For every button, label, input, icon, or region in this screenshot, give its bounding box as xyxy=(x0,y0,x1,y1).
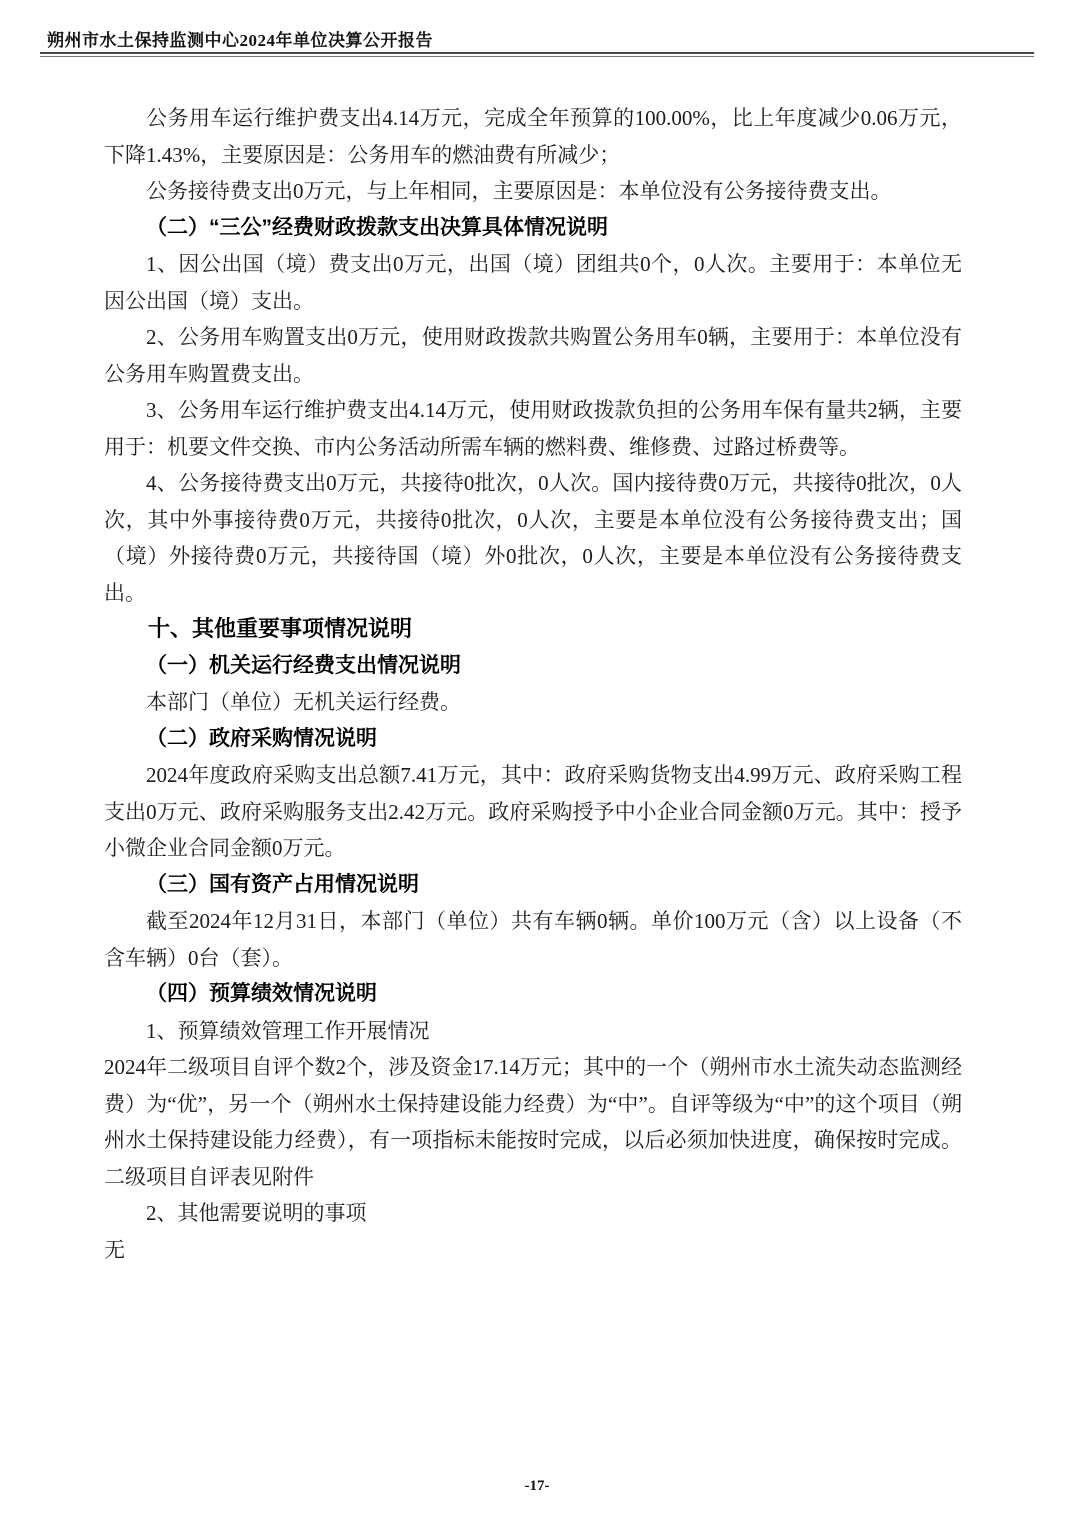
paragraph: 4、公务接待费支出0万元，共接待0批次，0人次。国内接待费0万元，共接待0批次，0人次，其中外事接待费0万元，共接待0批次，0人次，主要是本单位没有公务接待费支出；国（境）外接待费0万元，共接待国（境）外0批次，0人次，主要是本单位没有公务接待费支出。 xyxy=(104,471,962,605)
page-footer xyxy=(0,1478,1074,1495)
paragraph: 1、预算绩效管理工作开展情况 xyxy=(146,1018,430,1043)
paragraph: 本部门（单位）无机关运行经费。 xyxy=(146,690,461,714)
section-heading-level2: （三）国有资产占用情况说明 xyxy=(146,872,419,896)
section-heading-level2: （一）机关运行经费支出情况说明 xyxy=(146,653,461,677)
page-number: -17- xyxy=(524,1478,550,1494)
header-title: 朔州市水土保持监测中心2024年单位决算公开报告 xyxy=(47,31,433,50)
section-heading-level1: 十、其他重要事项情况说明 xyxy=(148,616,413,641)
document-body xyxy=(104,100,962,1268)
paragraph: 2、其他需要说明的事项 xyxy=(146,1201,367,1225)
paragraph: 2024年二级项目自评个数2个，涉及资金17.14万元；其中的一个（朔州市水土流失动态监测经费）为“优”，另一个（朔州水土保持建设能力经费）为“中”。自评等级为“中”的这个项目（朔州水土保持建设能力经费），有一项指标未能按时完成，以后必须加快进度，确保按时完成。二级项目自评表见附件 xyxy=(104,1055,962,1189)
section-heading-level2: （四）预算绩效情况说明 xyxy=(146,982,377,1005)
section-heading-level2: （二）“三公”经费财政拨款支出决算具体情况说明 xyxy=(146,215,608,239)
paragraph: 无 xyxy=(104,1237,125,1262)
header-rule xyxy=(40,52,1034,57)
paragraph: 1、因公出国（境）费支出0万元，出国（境）团组共0个，0人次。主要用于：本单位无因公出国（境）支出。 xyxy=(104,252,962,313)
paragraph: 2024年度政府采购支出总额7.41万元，其中：政府采购货物支出4.99万元、政府采购工程支出0万元、政府采购服务支出2.42万元。政府采购授予中小企业合同金额0万元。其中：授予小微企业合同金额0万元。 xyxy=(104,763,962,860)
paragraph: 2、公务用车购置支出0万元，使用财政拨款共购置公务用车0辆，主要用于：本单位没有公务用车购置费支出。 xyxy=(104,325,962,386)
paragraph: 3、公务用车运行维护费支出4.14万元，使用财政拨款负担的公务用车保有量共2辆，主要用于：机要文件交换、市内公务活动所需车辆的燃料费、维修费、过路过桥费等。 xyxy=(104,398,962,459)
paragraph: 截至2024年12月31日，本部门（单位）共有车辆0辆。单价100万元（含）以上设备（不含车辆）0台（套）。 xyxy=(104,909,962,970)
paragraph: 公务接待费支出0万元，与上年相同，主要原因是：本单位没有公务接待费支出。 xyxy=(146,179,892,203)
paragraph: 公务用车运行维护费支出4.14万元，完成全年预算的100.00%，比上年度减少0.06万元，下降1.43%，主要原因是：公务用车的燃油费有所减少； xyxy=(104,106,962,167)
section-heading-level2: （二）政府采购情况说明 xyxy=(146,726,377,750)
